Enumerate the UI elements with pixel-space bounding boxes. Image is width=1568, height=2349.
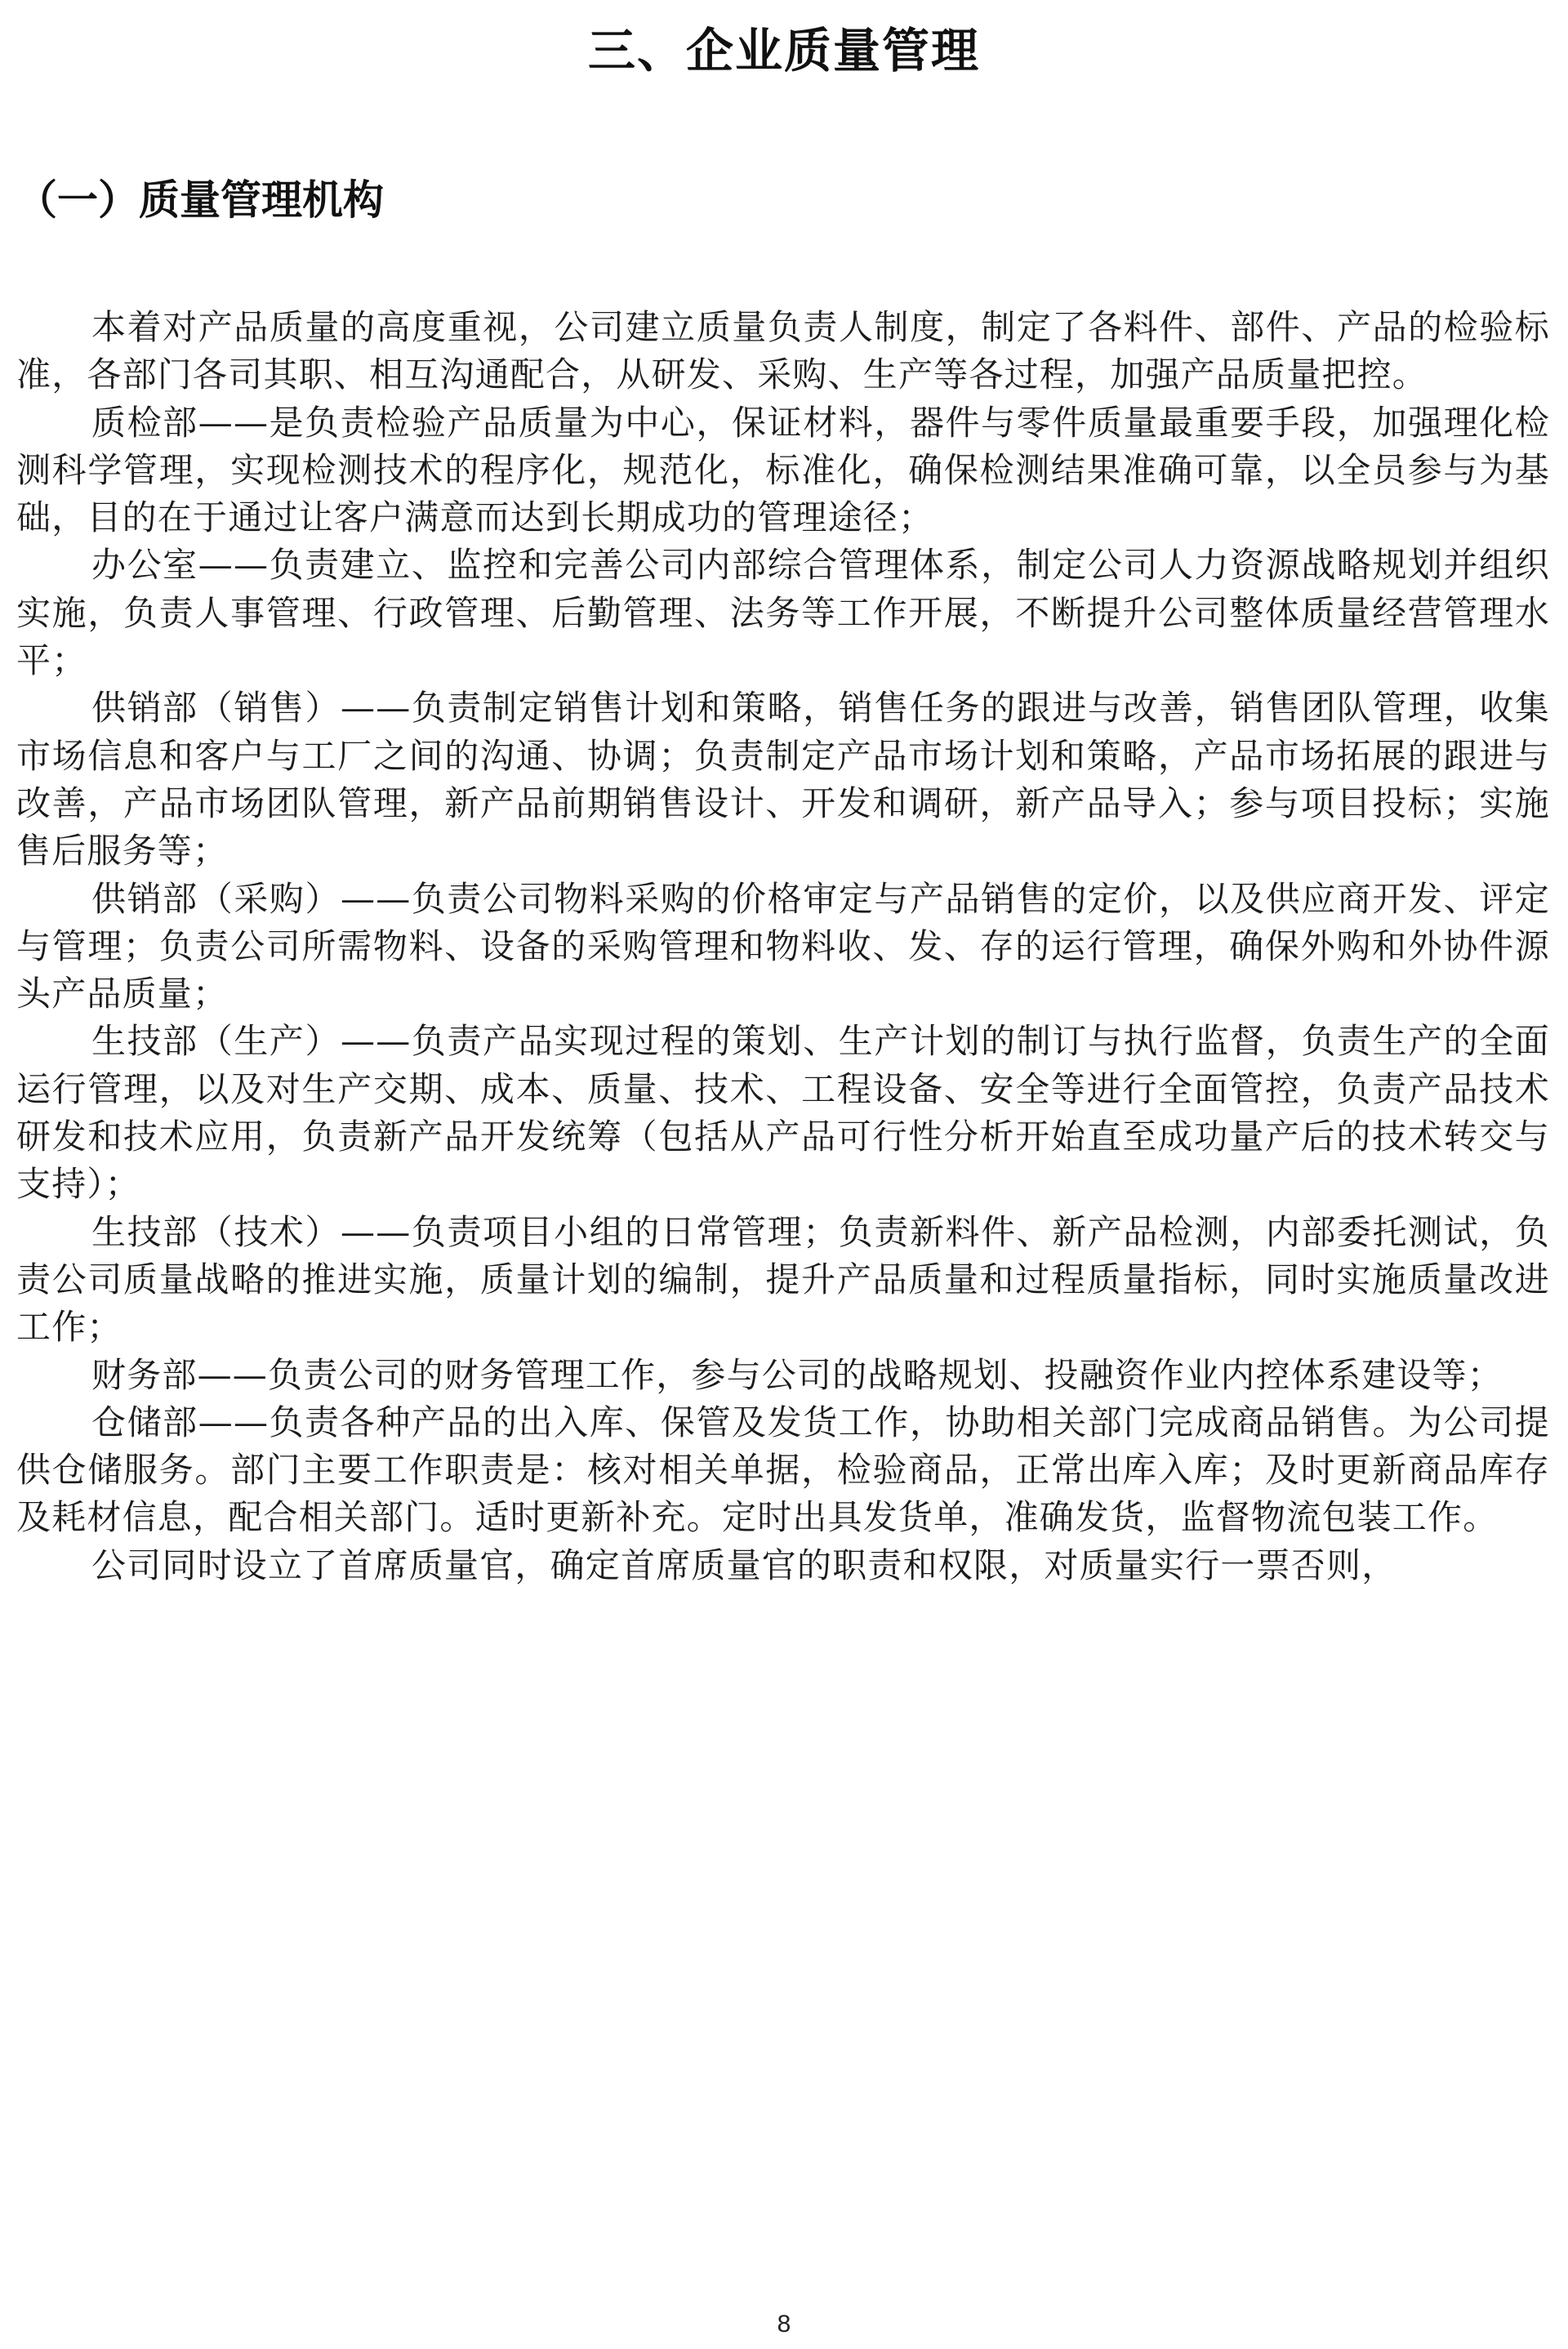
paragraph-quality-inspection-dept: 质检部——是负责检验产品质量为中心，保证材料，器件与零件质量最重要手段，加强理化检测科学管理，实现检测技术的程序化，规范化，标准化，确保检测结果准确可靠，以全员参与为基础，目的在于通过让客户满意而达到长期成功的管理途径；	[16, 402, 1550, 538]
paragraph-finance-dept: 财务部——负责公司的财务管理工作，参与公司的战略规划、投融资作业内控体系建设等；	[91, 1354, 1503, 1395]
section-heading: （一）质量管理机构	[16, 176, 384, 224]
paragraph-production-dept: 生技部（生产）——负责产品实现过程的策划、生产计划的制订与执行监督，负责生产的全面运行管理，以及对生产交期、成本、质量、技术、工程设备、安全等进行全面管控，负责产品技术研发和技术应用，负责新产品开发统筹（包括从产品可行性分析开始直至成功量产后的技术转交与支持）；	[16, 1021, 1550, 1205]
page-number: 8	[777, 2311, 791, 2338]
paragraph-supply-procurement-dept: 供销部（采购）——负责公司物料采购的价格审定与产品销售的定价，以及供应商开发、评定与管理；负责公司所需物料、设备的采购管理和物料收、发、存的运行管理，确保外购和外协件源头产品质量；	[16, 878, 1550, 1014]
paragraph-warehouse-dept: 仓储部——负责各种产品的出入库、保管及发货工作，协助相关部门完成商品销售。为公司提供仓储服务。部门主要工作职责是：核对相关单据，检验商品，正常出库入库；及时更新商品库存及耗材信息，配合相关部门。适时更新补充。定时出具发货单，准确发货，监督物流包装工作。	[16, 1402, 1550, 1538]
paragraph-supply-sales-dept: 供销部（销售）——负责制定销售计划和策略，销售任务的跟进与改善，销售团队管理，收集市场信息和客户与工厂之间的沟通、协调；负责制定产品市场计划和策略，产品市场拓展的跟进与改善，产品市场团队管理，新产品前期销售设计、开发和调研，新产品导入；参与项目投标；实施售后服务等；	[16, 688, 1550, 871]
paragraph-technical-dept: 生技部（技术）——负责项目小组的日常管理；负责新料件、新产品检测，内部委托测试，负责公司质量战略的推进实施，质量计划的编制，提升产品质量和过程质量指标，同时实施质量改进工作；	[16, 1211, 1550, 1348]
paragraph-chief-quality-officer: 公司同时设立了首席质量官，确定首席质量官的职责和权限，对质量实行一票否则，	[91, 1544, 1397, 1585]
paragraph-office: 办公室——负责建立、监控和完善公司内部综合管理体系，制定公司人力资源战略规划并组织实施，负责人事管理、行政管理、后勤管理、法务等工作开展，不断提升公司整体质量经营管理水平；	[16, 545, 1550, 681]
paragraph-intro: 本着对产品质量的高度重视，公司建立质量负责人制度，制定了各料件、部件、产品的检验标准，各部门各司其职、相互沟通配合，从研发、采购、生产等各过程，加强产品质量把控。	[16, 307, 1550, 395]
body-text	[16, 304, 1550, 1589]
page-title: 三、企业质量管理	[587, 23, 980, 78]
